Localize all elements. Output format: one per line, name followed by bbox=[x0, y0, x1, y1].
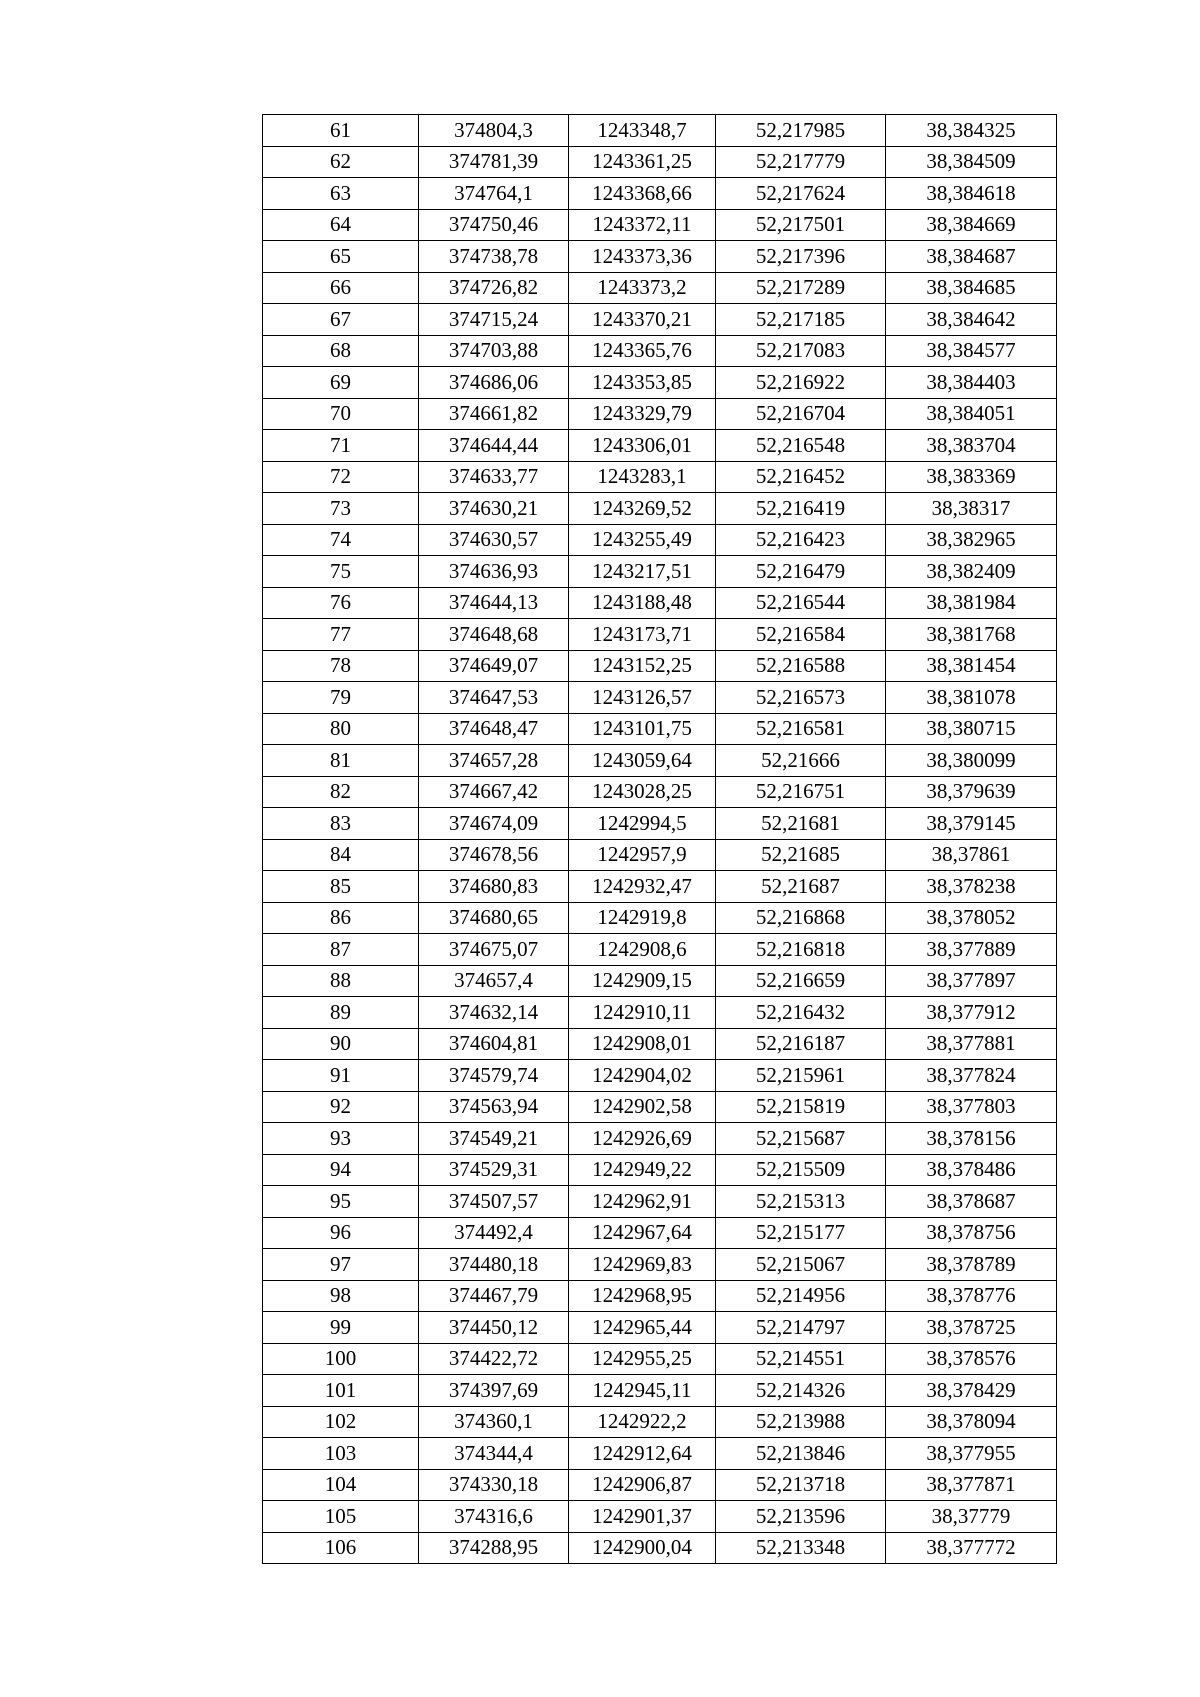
y-coordinate-cell: 1242932,47 bbox=[569, 871, 716, 903]
coordinates-table-body bbox=[263, 115, 1057, 1564]
x-coordinate-cell: 374604,81 bbox=[419, 1028, 569, 1060]
longitude-cell: 38,377871 bbox=[886, 1469, 1057, 1501]
table-row bbox=[263, 1312, 1057, 1344]
x-coordinate-cell: 374750,46 bbox=[419, 209, 569, 241]
x-coordinate-cell: 374549,21 bbox=[419, 1123, 569, 1155]
table-row bbox=[263, 776, 1057, 808]
table-row bbox=[263, 902, 1057, 934]
longitude-cell: 38,384687 bbox=[886, 241, 1057, 273]
table-row bbox=[263, 304, 1057, 336]
latitude-cell: 52,213348 bbox=[716, 1532, 886, 1564]
point-number-cell: 78 bbox=[263, 650, 419, 682]
point-number-cell: 70 bbox=[263, 398, 419, 430]
latitude-cell: 52,214551 bbox=[716, 1343, 886, 1375]
point-number-cell: 80 bbox=[263, 713, 419, 745]
table-row bbox=[263, 745, 1057, 777]
y-coordinate-cell: 1243361,25 bbox=[569, 146, 716, 178]
x-coordinate-cell: 374686,06 bbox=[419, 367, 569, 399]
point-number-cell: 93 bbox=[263, 1123, 419, 1155]
latitude-cell: 52,213596 bbox=[716, 1501, 886, 1533]
longitude-cell: 38,380099 bbox=[886, 745, 1057, 777]
table-row bbox=[263, 682, 1057, 714]
table-row bbox=[263, 965, 1057, 997]
y-coordinate-cell: 1242968,95 bbox=[569, 1280, 716, 1312]
x-coordinate-cell: 374726,82 bbox=[419, 272, 569, 304]
longitude-cell: 38,378789 bbox=[886, 1249, 1057, 1281]
x-coordinate-cell: 374703,88 bbox=[419, 335, 569, 367]
table-row bbox=[263, 1028, 1057, 1060]
latitude-cell: 52,215313 bbox=[716, 1186, 886, 1218]
latitude-cell: 52,216922 bbox=[716, 367, 886, 399]
longitude-cell: 38,378429 bbox=[886, 1375, 1057, 1407]
table-row bbox=[263, 272, 1057, 304]
y-coordinate-cell: 1242906,87 bbox=[569, 1469, 716, 1501]
point-number-cell: 81 bbox=[263, 745, 419, 777]
point-number-cell: 91 bbox=[263, 1060, 419, 1092]
point-number-cell: 73 bbox=[263, 493, 419, 525]
x-coordinate-cell: 374492,4 bbox=[419, 1217, 569, 1249]
table-row bbox=[263, 461, 1057, 493]
latitude-cell: 52,216544 bbox=[716, 587, 886, 619]
x-coordinate-cell: 374450,12 bbox=[419, 1312, 569, 1344]
longitude-cell: 38,378756 bbox=[886, 1217, 1057, 1249]
x-coordinate-cell: 374667,42 bbox=[419, 776, 569, 808]
longitude-cell: 38,377897 bbox=[886, 965, 1057, 997]
x-coordinate-cell: 374804,3 bbox=[419, 115, 569, 147]
point-number-cell: 68 bbox=[263, 335, 419, 367]
table-row bbox=[263, 146, 1057, 178]
table-row bbox=[263, 430, 1057, 462]
y-coordinate-cell: 1242919,8 bbox=[569, 902, 716, 934]
x-coordinate-cell: 374636,93 bbox=[419, 556, 569, 588]
point-number-cell: 86 bbox=[263, 902, 419, 934]
longitude-cell: 38,377881 bbox=[886, 1028, 1057, 1060]
latitude-cell: 52,21681 bbox=[716, 808, 886, 840]
longitude-cell: 38,377912 bbox=[886, 997, 1057, 1029]
longitude-cell: 38,377889 bbox=[886, 934, 1057, 966]
latitude-cell: 52,216659 bbox=[716, 965, 886, 997]
table-row bbox=[263, 587, 1057, 619]
latitude-cell: 52,213718 bbox=[716, 1469, 886, 1501]
longitude-cell: 38,379639 bbox=[886, 776, 1057, 808]
latitude-cell: 52,217185 bbox=[716, 304, 886, 336]
point-number-cell: 74 bbox=[263, 524, 419, 556]
y-coordinate-cell: 1242955,25 bbox=[569, 1343, 716, 1375]
y-coordinate-cell: 1243368,66 bbox=[569, 178, 716, 210]
y-coordinate-cell: 1243306,01 bbox=[569, 430, 716, 462]
table-row bbox=[263, 1501, 1057, 1533]
table-row bbox=[263, 997, 1057, 1029]
point-number-cell: 63 bbox=[263, 178, 419, 210]
y-coordinate-cell: 1242904,02 bbox=[569, 1060, 716, 1092]
y-coordinate-cell: 1243217,51 bbox=[569, 556, 716, 588]
x-coordinate-cell: 374649,07 bbox=[419, 650, 569, 682]
x-coordinate-cell: 374648,68 bbox=[419, 619, 569, 651]
point-number-cell: 96 bbox=[263, 1217, 419, 1249]
longitude-cell: 38,381984 bbox=[886, 587, 1057, 619]
table-row bbox=[263, 1532, 1057, 1564]
y-coordinate-cell: 1243353,85 bbox=[569, 367, 716, 399]
point-number-cell: 101 bbox=[263, 1375, 419, 1407]
x-coordinate-cell: 374480,18 bbox=[419, 1249, 569, 1281]
x-coordinate-cell: 374680,83 bbox=[419, 871, 569, 903]
x-coordinate-cell: 374764,1 bbox=[419, 178, 569, 210]
y-coordinate-cell: 1242912,64 bbox=[569, 1438, 716, 1470]
longitude-cell: 38,382965 bbox=[886, 524, 1057, 556]
point-number-cell: 77 bbox=[263, 619, 419, 651]
point-number-cell: 62 bbox=[263, 146, 419, 178]
y-coordinate-cell: 1243269,52 bbox=[569, 493, 716, 525]
point-number-cell: 90 bbox=[263, 1028, 419, 1060]
latitude-cell: 52,216584 bbox=[716, 619, 886, 651]
latitude-cell: 52,215067 bbox=[716, 1249, 886, 1281]
x-coordinate-cell: 374715,24 bbox=[419, 304, 569, 336]
latitude-cell: 52,215819 bbox=[716, 1091, 886, 1123]
y-coordinate-cell: 1243329,79 bbox=[569, 398, 716, 430]
y-coordinate-cell: 1242926,69 bbox=[569, 1123, 716, 1155]
table-row bbox=[263, 556, 1057, 588]
latitude-cell: 52,214956 bbox=[716, 1280, 886, 1312]
latitude-cell: 52,216581 bbox=[716, 713, 886, 745]
latitude-cell: 52,21685 bbox=[716, 839, 886, 871]
x-coordinate-cell: 374563,94 bbox=[419, 1091, 569, 1123]
table-row bbox=[263, 1249, 1057, 1281]
latitude-cell: 52,217985 bbox=[716, 115, 886, 147]
latitude-cell: 52,216548 bbox=[716, 430, 886, 462]
table-row bbox=[263, 1438, 1057, 1470]
table-row bbox=[263, 1091, 1057, 1123]
coordinates-table bbox=[262, 114, 1057, 1564]
longitude-cell: 38,377803 bbox=[886, 1091, 1057, 1123]
point-number-cell: 97 bbox=[263, 1249, 419, 1281]
table-row bbox=[263, 1469, 1057, 1501]
point-number-cell: 67 bbox=[263, 304, 419, 336]
x-coordinate-cell: 374630,57 bbox=[419, 524, 569, 556]
x-coordinate-cell: 374644,44 bbox=[419, 430, 569, 462]
longitude-cell: 38,384685 bbox=[886, 272, 1057, 304]
y-coordinate-cell: 1243283,1 bbox=[569, 461, 716, 493]
x-coordinate-cell: 374330,18 bbox=[419, 1469, 569, 1501]
x-coordinate-cell: 374657,28 bbox=[419, 745, 569, 777]
table-row bbox=[263, 524, 1057, 556]
y-coordinate-cell: 1243255,49 bbox=[569, 524, 716, 556]
latitude-cell: 52,217083 bbox=[716, 335, 886, 367]
x-coordinate-cell: 374630,21 bbox=[419, 493, 569, 525]
y-coordinate-cell: 1243372,11 bbox=[569, 209, 716, 241]
point-number-cell: 79 bbox=[263, 682, 419, 714]
point-number-cell: 103 bbox=[263, 1438, 419, 1470]
table-row bbox=[263, 871, 1057, 903]
table-row bbox=[263, 934, 1057, 966]
point-number-cell: 72 bbox=[263, 461, 419, 493]
table-row bbox=[263, 335, 1057, 367]
latitude-cell: 52,214326 bbox=[716, 1375, 886, 1407]
longitude-cell: 38,384509 bbox=[886, 146, 1057, 178]
longitude-cell: 38,377772 bbox=[886, 1532, 1057, 1564]
longitude-cell: 38,378238 bbox=[886, 871, 1057, 903]
latitude-cell: 52,217501 bbox=[716, 209, 886, 241]
point-number-cell: 99 bbox=[263, 1312, 419, 1344]
y-coordinate-cell: 1243348,7 bbox=[569, 115, 716, 147]
point-number-cell: 84 bbox=[263, 839, 419, 871]
x-coordinate-cell: 374647,53 bbox=[419, 682, 569, 714]
longitude-cell: 38,378486 bbox=[886, 1154, 1057, 1186]
x-coordinate-cell: 374579,74 bbox=[419, 1060, 569, 1092]
y-coordinate-cell: 1243101,75 bbox=[569, 713, 716, 745]
point-number-cell: 95 bbox=[263, 1186, 419, 1218]
latitude-cell: 52,21687 bbox=[716, 871, 886, 903]
table-row bbox=[263, 619, 1057, 651]
longitude-cell: 38,37861 bbox=[886, 839, 1057, 871]
point-number-cell: 105 bbox=[263, 1501, 419, 1533]
point-number-cell: 92 bbox=[263, 1091, 419, 1123]
latitude-cell: 52,21666 bbox=[716, 745, 886, 777]
latitude-cell: 52,216479 bbox=[716, 556, 886, 588]
longitude-cell: 38,382409 bbox=[886, 556, 1057, 588]
table-row bbox=[263, 209, 1057, 241]
y-coordinate-cell: 1243152,25 bbox=[569, 650, 716, 682]
y-coordinate-cell: 1242994,5 bbox=[569, 808, 716, 840]
point-number-cell: 104 bbox=[263, 1469, 419, 1501]
x-coordinate-cell: 374680,65 bbox=[419, 902, 569, 934]
latitude-cell: 52,216432 bbox=[716, 997, 886, 1029]
y-coordinate-cell: 1242949,22 bbox=[569, 1154, 716, 1186]
latitude-cell: 52,215961 bbox=[716, 1060, 886, 1092]
y-coordinate-cell: 1242969,83 bbox=[569, 1249, 716, 1281]
x-coordinate-cell: 374529,31 bbox=[419, 1154, 569, 1186]
y-coordinate-cell: 1243373,2 bbox=[569, 272, 716, 304]
y-coordinate-cell: 1242910,11 bbox=[569, 997, 716, 1029]
y-coordinate-cell: 1242908,01 bbox=[569, 1028, 716, 1060]
longitude-cell: 38,378094 bbox=[886, 1406, 1057, 1438]
point-number-cell: 85 bbox=[263, 871, 419, 903]
table-row bbox=[263, 493, 1057, 525]
table-row bbox=[263, 398, 1057, 430]
longitude-cell: 38,37779 bbox=[886, 1501, 1057, 1533]
latitude-cell: 52,216187 bbox=[716, 1028, 886, 1060]
x-coordinate-cell: 374648,47 bbox=[419, 713, 569, 745]
longitude-cell: 38,381768 bbox=[886, 619, 1057, 651]
latitude-cell: 52,216573 bbox=[716, 682, 886, 714]
point-number-cell: 98 bbox=[263, 1280, 419, 1312]
x-coordinate-cell: 374657,4 bbox=[419, 965, 569, 997]
longitude-cell: 38,383369 bbox=[886, 461, 1057, 493]
x-coordinate-cell: 374674,09 bbox=[419, 808, 569, 840]
longitude-cell: 38,384642 bbox=[886, 304, 1057, 336]
table-row bbox=[263, 1154, 1057, 1186]
point-number-cell: 102 bbox=[263, 1406, 419, 1438]
latitude-cell: 52,216423 bbox=[716, 524, 886, 556]
longitude-cell: 38,378687 bbox=[886, 1186, 1057, 1218]
y-coordinate-cell: 1242900,04 bbox=[569, 1532, 716, 1564]
longitude-cell: 38,384051 bbox=[886, 398, 1057, 430]
table-row bbox=[263, 1123, 1057, 1155]
latitude-cell: 52,217779 bbox=[716, 146, 886, 178]
y-coordinate-cell: 1242957,9 bbox=[569, 839, 716, 871]
point-number-cell: 87 bbox=[263, 934, 419, 966]
point-number-cell: 100 bbox=[263, 1343, 419, 1375]
latitude-cell: 52,215177 bbox=[716, 1217, 886, 1249]
longitude-cell: 38,384618 bbox=[886, 178, 1057, 210]
longitude-cell: 38,384403 bbox=[886, 367, 1057, 399]
longitude-cell: 38,381454 bbox=[886, 650, 1057, 682]
table-row bbox=[263, 1375, 1057, 1407]
x-coordinate-cell: 374738,78 bbox=[419, 241, 569, 273]
longitude-cell: 38,378156 bbox=[886, 1123, 1057, 1155]
table-row bbox=[263, 1060, 1057, 1092]
longitude-cell: 38,378576 bbox=[886, 1343, 1057, 1375]
latitude-cell: 52,217624 bbox=[716, 178, 886, 210]
y-coordinate-cell: 1243126,57 bbox=[569, 682, 716, 714]
latitude-cell: 52,217289 bbox=[716, 272, 886, 304]
point-number-cell: 61 bbox=[263, 115, 419, 147]
latitude-cell: 52,213988 bbox=[716, 1406, 886, 1438]
point-number-cell: 82 bbox=[263, 776, 419, 808]
x-coordinate-cell: 374632,14 bbox=[419, 997, 569, 1029]
longitude-cell: 38,381078 bbox=[886, 682, 1057, 714]
longitude-cell: 38,378052 bbox=[886, 902, 1057, 934]
y-coordinate-cell: 1242901,37 bbox=[569, 1501, 716, 1533]
longitude-cell: 38,377955 bbox=[886, 1438, 1057, 1470]
longitude-cell: 38,38317 bbox=[886, 493, 1057, 525]
x-coordinate-cell: 374316,6 bbox=[419, 1501, 569, 1533]
point-number-cell: 64 bbox=[263, 209, 419, 241]
point-number-cell: 65 bbox=[263, 241, 419, 273]
x-coordinate-cell: 374661,82 bbox=[419, 398, 569, 430]
y-coordinate-cell: 1242967,64 bbox=[569, 1217, 716, 1249]
point-number-cell: 94 bbox=[263, 1154, 419, 1186]
latitude-cell: 52,216419 bbox=[716, 493, 886, 525]
point-number-cell: 69 bbox=[263, 367, 419, 399]
x-coordinate-cell: 374344,4 bbox=[419, 1438, 569, 1470]
y-coordinate-cell: 1243365,76 bbox=[569, 335, 716, 367]
point-number-cell: 89 bbox=[263, 997, 419, 1029]
table-row bbox=[263, 115, 1057, 147]
x-coordinate-cell: 374397,69 bbox=[419, 1375, 569, 1407]
longitude-cell: 38,379145 bbox=[886, 808, 1057, 840]
longitude-cell: 38,383704 bbox=[886, 430, 1057, 462]
x-coordinate-cell: 374507,57 bbox=[419, 1186, 569, 1218]
y-coordinate-cell: 1243028,25 bbox=[569, 776, 716, 808]
table-row bbox=[263, 1406, 1057, 1438]
point-number-cell: 66 bbox=[263, 272, 419, 304]
latitude-cell: 52,215509 bbox=[716, 1154, 886, 1186]
y-coordinate-cell: 1243373,36 bbox=[569, 241, 716, 273]
longitude-cell: 38,378776 bbox=[886, 1280, 1057, 1312]
table-row bbox=[263, 839, 1057, 871]
point-number-cell: 83 bbox=[263, 808, 419, 840]
table-row bbox=[263, 1343, 1057, 1375]
point-number-cell: 71 bbox=[263, 430, 419, 462]
latitude-cell: 52,214797 bbox=[716, 1312, 886, 1344]
longitude-cell: 38,377824 bbox=[886, 1060, 1057, 1092]
latitude-cell: 52,216588 bbox=[716, 650, 886, 682]
table-row bbox=[263, 367, 1057, 399]
table-row bbox=[263, 241, 1057, 273]
table-row bbox=[263, 650, 1057, 682]
x-coordinate-cell: 374678,56 bbox=[419, 839, 569, 871]
y-coordinate-cell: 1242965,44 bbox=[569, 1312, 716, 1344]
point-number-cell: 106 bbox=[263, 1532, 419, 1564]
table-row bbox=[263, 1186, 1057, 1218]
longitude-cell: 38,378725 bbox=[886, 1312, 1057, 1344]
latitude-cell: 52,216868 bbox=[716, 902, 886, 934]
y-coordinate-cell: 1243188,48 bbox=[569, 587, 716, 619]
table-row bbox=[263, 1280, 1057, 1312]
point-number-cell: 75 bbox=[263, 556, 419, 588]
latitude-cell: 52,213846 bbox=[716, 1438, 886, 1470]
y-coordinate-cell: 1242908,6 bbox=[569, 934, 716, 966]
longitude-cell: 38,380715 bbox=[886, 713, 1057, 745]
latitude-cell: 52,215687 bbox=[716, 1123, 886, 1155]
x-coordinate-cell: 374781,39 bbox=[419, 146, 569, 178]
y-coordinate-cell: 1242902,58 bbox=[569, 1091, 716, 1123]
table-row bbox=[263, 178, 1057, 210]
y-coordinate-cell: 1243059,64 bbox=[569, 745, 716, 777]
latitude-cell: 52,216751 bbox=[716, 776, 886, 808]
table-row bbox=[263, 808, 1057, 840]
x-coordinate-cell: 374422,72 bbox=[419, 1343, 569, 1375]
y-coordinate-cell: 1243370,21 bbox=[569, 304, 716, 336]
longitude-cell: 38,384577 bbox=[886, 335, 1057, 367]
x-coordinate-cell: 374675,07 bbox=[419, 934, 569, 966]
table-row bbox=[263, 1217, 1057, 1249]
x-coordinate-cell: 374288,95 bbox=[419, 1532, 569, 1564]
point-number-cell: 88 bbox=[263, 965, 419, 997]
x-coordinate-cell: 374633,77 bbox=[419, 461, 569, 493]
x-coordinate-cell: 374360,1 bbox=[419, 1406, 569, 1438]
latitude-cell: 52,216818 bbox=[716, 934, 886, 966]
x-coordinate-cell: 374644,13 bbox=[419, 587, 569, 619]
longitude-cell: 38,384325 bbox=[886, 115, 1057, 147]
latitude-cell: 52,216704 bbox=[716, 398, 886, 430]
y-coordinate-cell: 1242909,15 bbox=[569, 965, 716, 997]
point-number-cell: 76 bbox=[263, 587, 419, 619]
longitude-cell: 38,384669 bbox=[886, 209, 1057, 241]
latitude-cell: 52,217396 bbox=[716, 241, 886, 273]
y-coordinate-cell: 1242962,91 bbox=[569, 1186, 716, 1218]
x-coordinate-cell: 374467,79 bbox=[419, 1280, 569, 1312]
y-coordinate-cell: 1242945,11 bbox=[569, 1375, 716, 1407]
table-row bbox=[263, 713, 1057, 745]
latitude-cell: 52,216452 bbox=[716, 461, 886, 493]
y-coordinate-cell: 1243173,71 bbox=[569, 619, 716, 651]
y-coordinate-cell: 1242922,2 bbox=[569, 1406, 716, 1438]
